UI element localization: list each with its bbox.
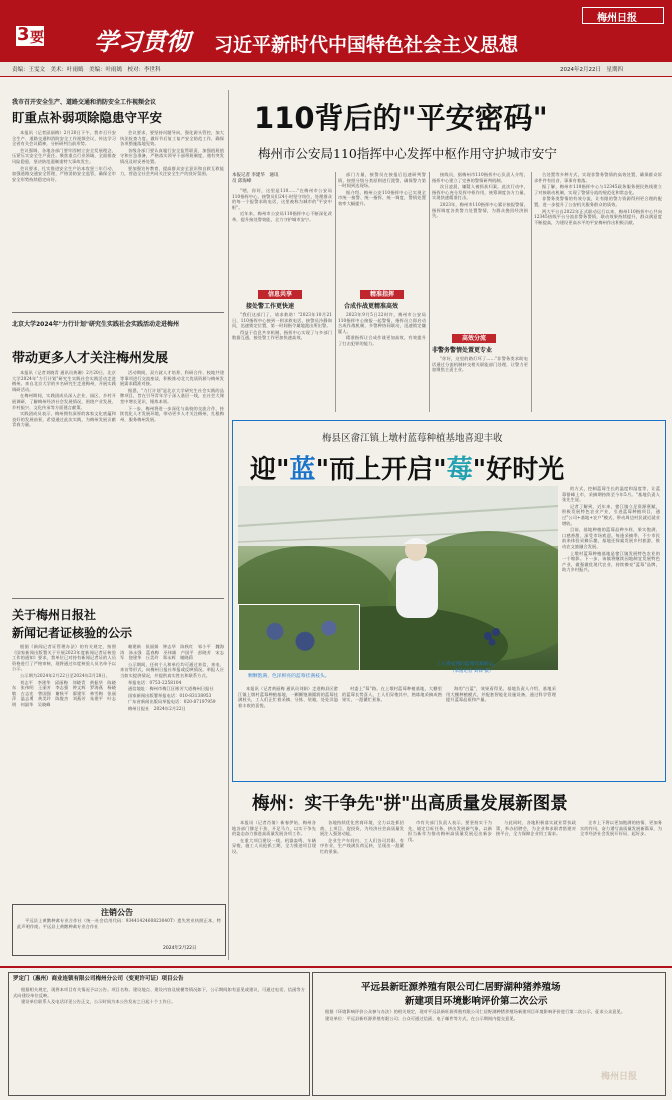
main-body-3: 部门力量，接警员在接报后迅速研判警情，按照分级分类原则进行派警，确保警力第一时间到达现场。 据介绍，梅州公安110指挥中心已实现全市统一接警、统一指挥、统一调度，警情处置效率大幅提升。 (338, 172, 426, 206)
main-body-4: 2023年9月5日22时许，梅州市公安局110指挥中心接报一起警情，指挥员立即启动合成作战机制，多警种协同联动，迅速锁定嫌疑人。 精准指挥让合成作战更加高效，有效提升了打击犯罪的能力。 (338, 312, 426, 346)
masthead (0, 0, 672, 62)
logo-text: 梅州日报 (597, 13, 637, 24)
body-safety-1: 本报讯（记者邱丽梅）2月20日下午，我市召开安全生产、道路交通和消防安全工作视频会议，传达学习全省有关会议精神，分析研判当前形势。 会议强调，各地各部门要牢固树立安全发展理念，压紧压实安全生产责任。聚焦重点行业领域，全面排查风险隐患，坚决防范遏制重特大事故发生。 会议要求，扎实推进安全生产治本攻坚三年行动，加强道路交通安全管理，严格消防安全监管，确保全市安全形势持续稳定向好。 (12, 130, 116, 182)
photo-caption-1: 颗颗饱满、色泽鲜亮的蓝莓挂满枝头。 (248, 674, 330, 679)
main-body-7: 合处置等多种方式，实现非警务警情的高效处置，确保群众诉求件件有回音、事事有着落。 据了解，梅州市110指挥中心与12345政务服务便民热线建立了对接联动机制，实现了警情分流的规范化和常态化。 非警务类警情的有效分流，让有限的警力资源得到更合理的配置，进一步提升了公安机关服务群众的质效。 两大平台自2022年正式联动运行以来，梅州110指挥中心共向12345热线平台分流非警务警情，联动效果持续提升，群众满意度不断提高，为建设更高水平的平安梅州作出积极贡献。 (534, 172, 662, 225)
main-body-2: "我们这部门了，请求救助！"2023年10月21日，110指挥中心接到一则求救电话，接警员冷静询问，迅速锁定位置，第一时间指令属地派出所出警。 得益于信息共享机制，指挥中心实现了与多部门数据互通，接处警工作更加快速高效。 (232, 312, 332, 341)
feature-headline-part1: 迎" (250, 455, 290, 485)
editor-line: 责编：王雯文 美术：叶雨嫣 美编：叶雨嫣 校对：李世科 (12, 67, 161, 73)
feature-headline-blue: 蓝 (289, 455, 316, 485)
bottom-left-title: 罗定门（惠州）商业连锁有限公司梅州分公司（变更许可证）项目公告 (13, 976, 184, 982)
body-safety-2: 会议要求，要坚持问题导向，强化源头管控，加大执法检查力度。做好节后复工复产安全防范工作，确保各项措施落地见效。 各级各部门要认真履行安全监管职责，加强值班值守和应急准备，严格落实领导干部带班制度，遇有突发情况及时妥善处置。 要加强宣传教育，提高群众安全意识和自救互救能力，营造全社会共同关注安全生产的良好氛围。 (120, 130, 224, 177)
main-body-5: 接线员，据梅州市110指挥中心负责人介绍，指挥中心建立了完善的警情研判机制。 次日凌晨，嫌疑人被抓获归案。此次行动中，指挥中心充分发挥中枢作用，统筹调度各方力量，实现快速精准打击。 2023年，梅州市110指挥中心累计接报警情，指挥调度各类警力处置警情，为群众挽回经济损失。 (432, 172, 528, 219)
tag-precise-command-sub: 合成作战更精准高效 (344, 303, 399, 310)
notice-title: 注销公告 (101, 908, 133, 917)
main-byline: 本报记者 李建华 通讯员 邱海峰 (232, 173, 279, 184)
lower-body-1: 本报讯（记者肖倩）新春伊始，梅州各地各部门铆足干劲、开足马力，以实干争先的姿态奋力推进高质量发展各项工作。 在重大项目建设一线，机器轰鸣、车辆穿梭，施工人员抢抓工期，全力推进项目建设。 (232, 820, 316, 854)
photo-caption-2: 工人将成熟的蓝莓装箱转运。 (436, 662, 499, 667)
bottom-right-body: 根据《环境影响评价公众参与办法》的相关规定，现对平远县新旺源养殖有限公司仁居野湖种猪养殖场新建项目环境影响评价进行第二次公示，征求公众意见。 建设单位：平远县新旺源养殖有限公司；公众可通过信函、电子邮件等方式，在公示期间内提交意见。 (325, 1009, 626, 1021)
tag-precise-command: 精准指挥 (360, 290, 404, 299)
lower-headline: 梅州：实干争先"拼"出高质量发展新图景 (252, 794, 568, 814)
masthead-title: 习近平新时代中国特色社会主义思想 (214, 34, 519, 56)
feature-body-2: 村委上"莓"路。在上墩村蓝莓种植基地，大棚里的蓝莓长势喜人，工人们穿梭其中，熟练地采摘成熟果实，一派繁忙景象。 (342, 686, 442, 703)
tag-info-share: 信息共享 (258, 290, 302, 299)
body-notice-2: 赖建新 侯丽娟 钟志华 陈秋红 邹小平 魏海涛 汤永强 蓝春梅 巫伟雄 卢国平 彭晓芳 宋志军 饶建华 丘美玲 郑永辉 谢晓莉 公示期间，任何个人和单位均可通过来信、来电、来访等形式，向梅州日报社举报或反映情况。举报人应当如实提供情况，并提供真实姓名和联系方式。 举报电话：0753-2258104 通信地址：梅州市梅江区彬芳大道梅州日报社 国家新闻出版署举报电话：010-83138953 广东省新闻出版局举报电话：020-87197959 梅州日报社 2024年2月22日 (120, 644, 224, 711)
watermark: 梅州日报 (601, 1072, 638, 1082)
feature-body-1: 本报讯（记者黄丽梅 通讯员刘娟）走进梅县区畲江镇上墩村蓝莓种植基地，一颗颗饱满圆润的蓝莓挂满枝头，工人们正忙着采摘、分拣、装箱，处处洋溢着丰收的喜悦。 (238, 686, 338, 708)
feature-headline-berry: 莓 (446, 455, 473, 485)
feature-body-right: 的方式，控制蓝莓生长的温度和湿度等，让蓝莓错峰上市，采摘期持续至今年5月。"基地负责人张先生说。 记者了解到，近年来，畲江镇立足资源禀赋，积极发展特色农业产业，引进蓝莓种植项目，通过"公司+基地+农户"模式，带动周边村民就近就业增收。 目前，基地种植的蓝莓品种多样，果实饱满、口感香甜，深受市场欢迎。每逢采摘季，不少市民前来体验采摘乐趣，基地还探索发展乡村旅游，推动农文旅融合发展。 上墩村蓝莓种植基地是畲江镇发展特色农业的一个缩影。下一步，该镇将继续因地制宜发展特色产业，做强做优现代农业，持续擦亮"蓝莓"品牌，助力乡村振兴。 (562, 486, 660, 573)
bottom-right-ad (312, 972, 666, 1096)
bottom-right-title-2: 新建项目环境影响评价第二次公示 (405, 996, 548, 1007)
lower-body-4: 与此同时，各地积极落实就业帮扶政策，举办招聘会，为企业和求职者搭建对接平台，全力保障企业用工需求。 (496, 820, 576, 837)
section-label: 要闻 (30, 30, 58, 46)
logo (582, 7, 664, 24)
bottom-right-title-1: 平远县新旺源养殖有限公司仁居野湖种猪养殖场 (361, 982, 561, 993)
bottom-left-body: 根据相关规定，现将本项目有关情况予以公告。项目名称、建设地点、建设内容及规模等情况如下，公示期间如有意见或建议，可通过电话、信函等方式向建设单位反映。 建设单位联系人及电话详见公告正文，公示时间为本公告发布之日起十个工作日。 (13, 987, 305, 1005)
body-pku-2: 活动期间，双方就人才培养、科研合作、校地共建等事项进行交流座谈，积极推动北大优质资源与梅州发展需求精准对接。 据悉，"力行计划"是北京大学研究生社会实践的品牌项目，旨在引导青年学子深入基层一线，在社会大课堂中增长见识、锤炼本领。 下一步，梅州将进一步深化与高校的交流合作，持续优化人才发展环境，带动更多人才关注梅州、扎根梅州、服务梅州发展。 (120, 370, 224, 422)
tag-efficient-divert: 高效分流 (452, 334, 496, 343)
feature-headline-part2: "而上开启" (315, 455, 447, 485)
body-notice-1: 根据《新闻记者证管理办法》的有关规定，按照《国家新闻出版署关于开展2023年度新闻记者证核验工作的通知》要求，我单位已对持有新闻记者证的人员资格进行了严格审核，现将通过年度核验人员名单予以公示。 公示期为2024年2月22日至2024年2月28日。 刘志平 李建华 邱丽梅 刘晓青 黄振华 陈晓东 张伟明 王丽芳 李志强 钟文辉 罗海燕 杨晓敏 古志宏 曾国强 谢秋平 廖建军 林雪梅 张丽萍 温志勇 黄美玲 陈俊杰 刘燕芳 朱建平 叶志明 何淑华 吴晓峰 (12, 644, 116, 707)
main-subheadline: 梅州市公安局110指挥中心发挥中枢作用守护城市安宁 (258, 146, 557, 161)
feature-body-3: 海的"白蓝"，效果看得见。基地负责人介绍，基地采用大棚种植模式，并配套智能化设施设备，通过科学管理提升蓝莓品质和产量。 (446, 686, 556, 703)
kicker-pku: 北京大学2024年"力行计划"研究生实践社会实践活动走进梅州 (12, 321, 179, 328)
feature-headline-part3: "好时光 (472, 455, 565, 485)
tag-info-share-sub: 接处警工作更快速 (246, 303, 295, 310)
inset-photo (238, 604, 360, 670)
main-headline: 110背后的"平安密码" (254, 101, 548, 135)
calligraphy-title: 学习贯彻 (94, 27, 190, 56)
notice-sign: 2024年2月22日 (163, 946, 197, 951)
tag-efficient-divert-sub: 非警务警情处置更专业 (432, 347, 493, 354)
feature-headline (250, 449, 564, 486)
main-body-6: "你好，这里的路灯坏了……"非警务类求助电话通过分流机制转交相关职能部门处理，让警力更加聚焦主责主业。 (432, 356, 528, 373)
kicker-safety: 我市召开安全生产、道路交通和消防安全工作视频会议 (12, 99, 157, 106)
notice-body: 平远县上黄鹅种禽专业合作社（统一社会信用代码：9344142460823040T）遗失营业执照正本，特此声明作废。平远县上黄鹅种禽专业合作社 (17, 918, 221, 929)
issue-date: 2024年2月22日 星期四 (560, 67, 623, 73)
lower-body-3: 市有关部门负责人表示，要坚持实干为先，锚定目标任务，拼出发展新气象，以新担当新作为推动梅州高质量发展迈出新步伐。 (408, 820, 492, 842)
body-pku-1: 本报讯（记者刘晓青 通讯员黄珊）2月20日，北京大学2024年"力行计划"研究生实践社会实践活动走进梅州。来自北京大学的多名研究生走进梅州，开展实践调研活动。 在梅州期间，实践团成员深入企业、园区、乡村开展调研，了解梅州经济社会发展情况，围绕产业发展、乡村振兴、文化传承等方面建言献策。 实践团成员表示，梅州拥有深厚的客家文化底蕴和良好的发展前景，希望通过此次实践，为梅州发展贡献青春力量。 (12, 370, 116, 428)
headline-safety: 盯重点补弱项除隐患守平安 (12, 110, 163, 125)
bottom-left-ad (8, 972, 310, 1096)
main-body-1: "喂，你好，这里是110……"在梅州市公安局110指挥中心，接警员们24小时坚守岗位，处理群众的每一个报警求助电话，这里被称为城市的"平安中枢"。 近年来，梅州市公安局110指挥中心不断深化改革，提升接处警效能，全力守护城市安宁。 (232, 188, 332, 222)
headline-pku: 带动更多人才关注梅州发展 (12, 351, 169, 366)
headline-notice-b: 新闻记者证核验的公示 (12, 626, 133, 640)
feature-kicker: 梅县区畲江镇上墩村蓝莓种植基地喜迎丰收 (322, 433, 503, 444)
lower-body-5: 全市上下将以更加饱满的热情、更加务实的作风，奋力谱写高质量发展新篇章，为全市经济社会发展开好局、起好步。 (580, 820, 662, 837)
photo-credit: （本报记者 刘锋 摄） (450, 669, 494, 674)
blueberry-photo (238, 486, 558, 670)
lower-body-2: 各地持续优化营商环境，全力以赴抓招商、上项目、促投资，为经济社会高质量发展注入强劲动能。 企业生产车间内，工人们各司其职、有序作业，生产线满负荷运转，呈现出一派繁忙的景象。 (320, 820, 404, 854)
page-number: 3 (17, 24, 30, 45)
notice-box (12, 904, 226, 956)
headline-notice-a: 关于梅州日报社 (12, 608, 97, 622)
